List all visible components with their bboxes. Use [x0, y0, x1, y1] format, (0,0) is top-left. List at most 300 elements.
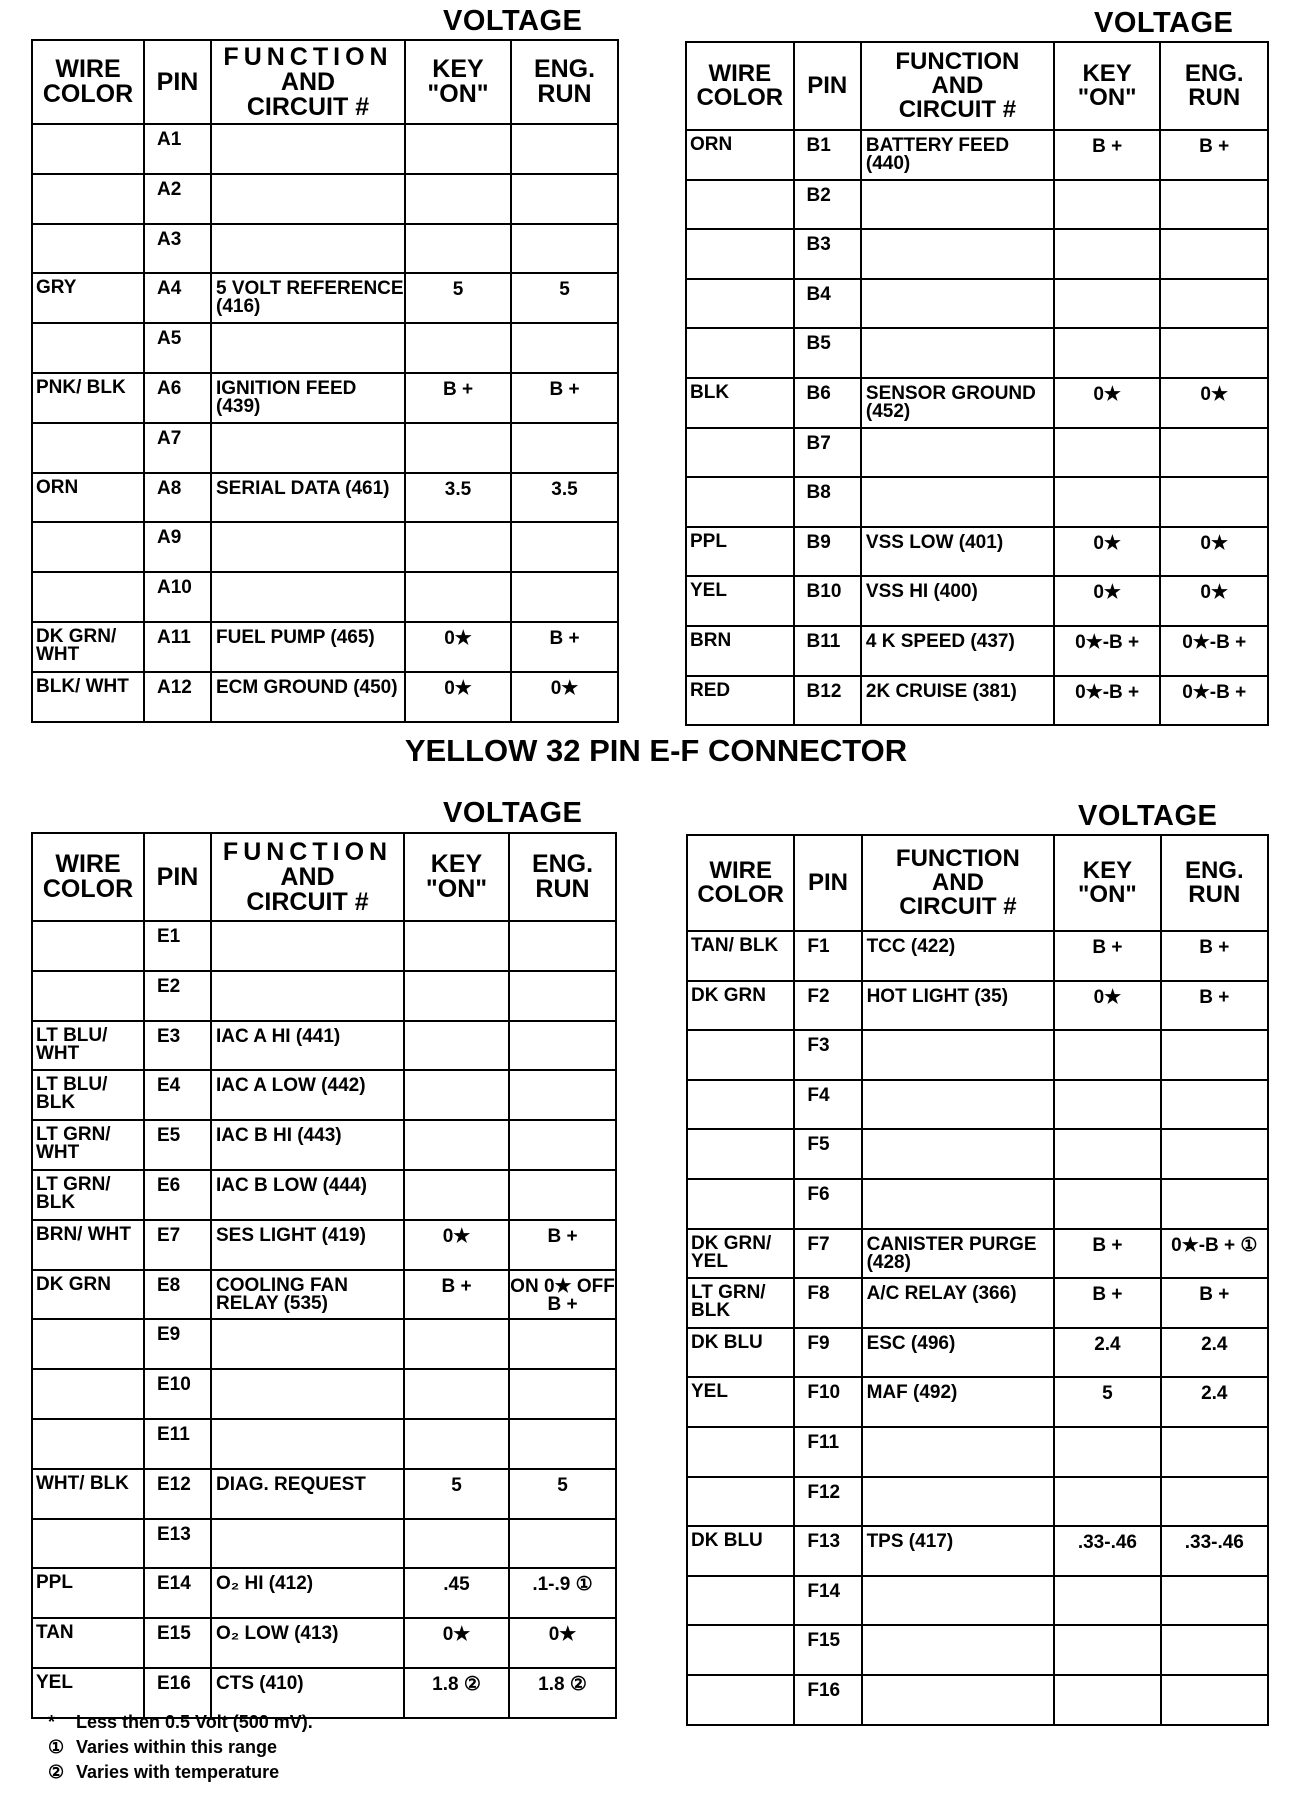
- connector-table-b: [685, 41, 1269, 726]
- pin-cell: F15: [794, 1625, 861, 1675]
- function-cell: [862, 1625, 1055, 1675]
- eng-run-voltage-cell: 5: [509, 1469, 616, 1519]
- pin-cell: A1: [144, 124, 211, 174]
- eng-run-voltage-cell: 0★: [1160, 576, 1268, 626]
- table-row: [686, 626, 1268, 676]
- function-cell: [211, 1419, 404, 1469]
- footnote: ① Varies within this range: [48, 1737, 278, 1757]
- function-cell: [211, 323, 405, 373]
- pin-cell: A7: [144, 423, 211, 473]
- function-cell: IAC B LOW (444): [211, 1170, 404, 1220]
- wire-color-cell: DK GRN/ WHT: [32, 622, 144, 672]
- key-on-voltage-cell: .45: [404, 1568, 509, 1618]
- function-cell: [861, 477, 1054, 527]
- pin-cell: A9: [144, 522, 211, 572]
- pin-cell: E5: [144, 1120, 211, 1170]
- eng-run-voltage-cell: 0★-B + ①: [1161, 1229, 1268, 1279]
- table-row: [32, 1369, 616, 1419]
- wire-color-cell: BLK: [686, 378, 794, 428]
- pin-cell: E7: [144, 1220, 211, 1270]
- key-on-voltage-cell: B +: [1054, 931, 1160, 981]
- wire-color-cell: LT BLU/ WHT: [32, 1021, 144, 1071]
- footnotes: [48, 1710, 313, 1785]
- header-pin: PIN: [144, 833, 211, 921]
- wire-color-cell: ORN: [686, 130, 794, 180]
- wire-color-cell: [687, 1129, 794, 1179]
- function-cell: [211, 572, 405, 622]
- key-on-voltage-cell: 1.8 ②: [404, 1668, 509, 1718]
- function-cell: FUEL PUMP (465): [211, 622, 405, 672]
- pin-cell: F13: [794, 1526, 861, 1576]
- pin-cell: F12: [794, 1477, 861, 1527]
- key-on-voltage-cell: 0★-B +: [1054, 676, 1161, 726]
- function-cell: IGNITION FEED (439): [211, 373, 405, 423]
- pin-cell: F6: [794, 1179, 861, 1229]
- function-cell: ESC (496): [862, 1328, 1055, 1378]
- pin-cell: F1: [794, 931, 861, 981]
- eng-run-voltage-cell: [511, 522, 618, 572]
- pin-cell: F8: [794, 1278, 861, 1328]
- pin-cell: B12: [794, 676, 861, 726]
- function-cell: SENSOR GROUND (452): [861, 378, 1054, 428]
- wire-color-cell: [686, 229, 794, 279]
- eng-run-voltage-cell: [509, 1369, 616, 1419]
- table-row: [32, 1618, 616, 1668]
- wire-color-cell: DK GRN/ YEL: [687, 1229, 794, 1279]
- wire-color-cell: LT GRN/ BLK: [687, 1278, 794, 1328]
- key-on-voltage-cell: [1054, 1427, 1160, 1477]
- eng-run-voltage-cell: [511, 572, 618, 622]
- pin-cell: F14: [794, 1576, 861, 1626]
- eng-run-voltage-cell: [509, 921, 616, 971]
- wire-color-cell: DK GRN: [32, 1270, 144, 1320]
- pin-cell: B2: [794, 180, 861, 230]
- header-eng-run: ENG. RUN: [509, 833, 616, 921]
- wire-color-cell: [32, 323, 144, 373]
- function-cell: SERIAL DATA (461): [211, 473, 405, 523]
- key-on-voltage-cell: [1054, 1129, 1160, 1179]
- table-row: [687, 981, 1268, 1031]
- table-row: [687, 1477, 1268, 1527]
- key-on-voltage-cell: 0★: [1054, 378, 1161, 428]
- table-row: [32, 622, 618, 672]
- wire-color-cell: PNK/ BLK: [32, 373, 144, 423]
- table-row: [687, 1427, 1268, 1477]
- pin-cell: E13: [144, 1519, 211, 1569]
- header-pin: PIN: [794, 42, 861, 130]
- eng-run-voltage-cell: [509, 1419, 616, 1469]
- pin-cell: E12: [144, 1469, 211, 1519]
- key-on-voltage-cell: 0★: [404, 1220, 509, 1270]
- function-cell: TPS (417): [862, 1526, 1055, 1576]
- key-on-voltage-cell: [1054, 428, 1161, 478]
- voltage-label-e: VOLTAGE: [443, 797, 583, 829]
- table-row: [32, 572, 618, 622]
- pin-cell: A3: [144, 224, 211, 274]
- wire-color-cell: [32, 224, 144, 274]
- table-row: [687, 1526, 1268, 1576]
- key-on-voltage-cell: [404, 1070, 509, 1120]
- wire-color-cell: [32, 174, 144, 224]
- function-cell: IAC A HI (441): [211, 1021, 404, 1071]
- wire-color-cell: [32, 921, 144, 971]
- function-cell: HOT LIGHT (35): [862, 981, 1055, 1031]
- pin-cell: A11: [144, 622, 211, 672]
- voltage-label-b: VOLTAGE: [1094, 7, 1234, 39]
- key-on-voltage-cell: 0★: [405, 622, 511, 672]
- eng-run-voltage-cell: [1161, 1427, 1268, 1477]
- pin-cell: E16: [144, 1668, 211, 1718]
- function-cell: IAC B HI (443): [211, 1120, 404, 1170]
- pin-cell: B9: [794, 527, 861, 577]
- table-row: [32, 1021, 616, 1071]
- pin-cell: F10: [794, 1377, 861, 1427]
- header-key-on: KEY "ON": [405, 40, 511, 124]
- wire-color-cell: [32, 1369, 144, 1419]
- eng-run-voltage-cell: 0★: [511, 672, 618, 722]
- table-row: [687, 1229, 1268, 1279]
- table-row: [32, 1270, 616, 1320]
- table-row: [32, 672, 618, 722]
- key-on-voltage-cell: [405, 572, 511, 622]
- pin-cell: B7: [794, 428, 861, 478]
- function-cell: [861, 180, 1054, 230]
- function-cell: IAC A LOW (442): [211, 1070, 404, 1120]
- header-wire-color: WIRE COLOR: [687, 835, 794, 931]
- table-row: [687, 1625, 1268, 1675]
- key-on-voltage-cell: [404, 1419, 509, 1469]
- function-cell: ECM GROUND (450): [211, 672, 405, 722]
- function-cell: SES LIGHT (419): [211, 1220, 404, 1270]
- table-row: [32, 1419, 616, 1469]
- pin-cell: E6: [144, 1170, 211, 1220]
- wire-color-cell: [687, 1030, 794, 1080]
- pin-cell: E2: [144, 971, 211, 1021]
- key-on-voltage-cell: [404, 1369, 509, 1419]
- eng-run-voltage-cell: [509, 1319, 616, 1369]
- wire-color-cell: BLK/ WHT: [32, 672, 144, 722]
- key-on-voltage-cell: 0★: [404, 1618, 509, 1668]
- header-wire-color: WIRE COLOR: [32, 833, 144, 921]
- function-cell: [211, 124, 405, 174]
- table-row: [687, 1179, 1268, 1229]
- eng-run-voltage-cell: B +: [1160, 130, 1268, 180]
- eng-run-voltage-cell: [1161, 1576, 1268, 1626]
- eng-run-voltage-cell: B +: [511, 622, 618, 672]
- pin-cell: F11: [794, 1427, 861, 1477]
- key-on-voltage-cell: 5: [404, 1469, 509, 1519]
- table-row: [32, 971, 616, 1021]
- pin-cell: E3: [144, 1021, 211, 1071]
- wire-color-cell: BRN/ WHT: [32, 1220, 144, 1270]
- table-row: [32, 124, 618, 174]
- function-cell: [862, 1179, 1055, 1229]
- pin-cell: E1: [144, 921, 211, 971]
- function-cell: 5 VOLT REFERENCE (416): [211, 273, 405, 323]
- function-cell: MAF (492): [862, 1377, 1055, 1427]
- eng-run-voltage-cell: B +: [1161, 1278, 1268, 1328]
- eng-run-voltage-cell: 0★: [509, 1618, 616, 1668]
- table-row: [687, 1377, 1268, 1427]
- eng-run-voltage-cell: 0★-B +: [1160, 626, 1268, 676]
- pin-cell: B10: [794, 576, 861, 626]
- eng-run-voltage-cell: [511, 323, 618, 373]
- pin-cell: F3: [794, 1030, 861, 1080]
- header-function: FUNCTION AND CIRCUIT #: [211, 833, 404, 921]
- wire-color-cell: [687, 1477, 794, 1527]
- pin-cell: F2: [794, 981, 861, 1031]
- wire-color-cell: [32, 1319, 144, 1369]
- table-row: [686, 180, 1268, 230]
- eng-run-voltage-cell: 5: [511, 273, 618, 323]
- table-row: [32, 1568, 616, 1618]
- eng-run-voltage-cell: ON 0★ OFF B +: [509, 1270, 616, 1320]
- key-on-voltage-cell: [1054, 1179, 1160, 1229]
- wire-color-cell: [32, 1519, 144, 1569]
- wire-color-cell: WHT/ BLK: [32, 1469, 144, 1519]
- voltage-label-a: VOLTAGE: [443, 5, 583, 37]
- wire-color-cell: [687, 1179, 794, 1229]
- table-row: [32, 1519, 616, 1569]
- table-row: [686, 576, 1268, 626]
- key-on-voltage-cell: [405, 124, 511, 174]
- function-cell: [862, 1030, 1055, 1080]
- table-row: [687, 1576, 1268, 1626]
- wire-color-cell: [32, 1419, 144, 1469]
- table-row: [686, 229, 1268, 279]
- key-on-voltage-cell: [405, 224, 511, 274]
- table-row: [686, 130, 1268, 180]
- eng-run-voltage-cell: .1-.9 ①: [509, 1568, 616, 1618]
- wire-color-cell: [687, 1427, 794, 1477]
- pin-cell: F7: [794, 1229, 861, 1279]
- eng-run-voltage-cell: [1161, 1179, 1268, 1229]
- wire-color-cell: YEL: [686, 576, 794, 626]
- pin-cell: B6: [794, 378, 861, 428]
- table-row: [686, 378, 1268, 428]
- table-row: [687, 931, 1268, 981]
- key-on-voltage-cell: [405, 323, 511, 373]
- function-cell: [211, 174, 405, 224]
- key-on-voltage-cell: [404, 1519, 509, 1569]
- wire-color-cell: LT GRN/ BLK: [32, 1170, 144, 1220]
- eng-run-voltage-cell: B +: [509, 1220, 616, 1270]
- wire-color-cell: [686, 180, 794, 230]
- eng-run-voltage-cell: 2.4: [1161, 1328, 1268, 1378]
- function-cell: [211, 1319, 404, 1369]
- key-on-voltage-cell: [1054, 1030, 1160, 1080]
- key-on-voltage-cell: [404, 921, 509, 971]
- eng-run-voltage-cell: .33-.46: [1161, 1526, 1268, 1576]
- header-function: FUNCTION AND CIRCUIT #: [861, 42, 1054, 130]
- function-cell: [211, 522, 405, 572]
- function-cell: [861, 279, 1054, 329]
- footnote: ② Varies with temperature: [48, 1762, 280, 1782]
- eng-run-voltage-cell: [1161, 1625, 1268, 1675]
- eng-run-voltage-cell: 0★-B +: [1160, 676, 1268, 726]
- function-cell: CANISTER PURGE (428): [862, 1229, 1055, 1279]
- table-row: [687, 1030, 1268, 1080]
- pin-cell: B5: [794, 328, 861, 378]
- table-row: [32, 174, 618, 224]
- eng-run-voltage-cell: [509, 1070, 616, 1120]
- key-on-voltage-cell: 0★-B +: [1054, 626, 1161, 676]
- key-on-voltage-cell: 5: [1054, 1377, 1160, 1427]
- key-on-voltage-cell: .33-.46: [1054, 1526, 1160, 1576]
- key-on-voltage-cell: [405, 423, 511, 473]
- table-row: [687, 1278, 1268, 1328]
- pin-cell: A10: [144, 572, 211, 622]
- table-row: [686, 477, 1268, 527]
- table-row: [687, 1129, 1268, 1179]
- table-row: [686, 676, 1268, 726]
- table-row: [32, 1220, 616, 1270]
- pin-cell: B1: [794, 130, 861, 180]
- header-eng-run: ENG. RUN: [1161, 835, 1268, 931]
- eng-run-voltage-cell: 2.4: [1161, 1377, 1268, 1427]
- header-eng-run: ENG. RUN: [1160, 42, 1268, 130]
- key-on-voltage-cell: [405, 174, 511, 224]
- table-row: [32, 1469, 616, 1519]
- table-row: [32, 1120, 616, 1170]
- function-cell: [862, 1576, 1055, 1626]
- pin-cell: B8: [794, 477, 861, 527]
- eng-run-voltage-cell: [1161, 1129, 1268, 1179]
- header-key-on: KEY "ON": [1054, 42, 1161, 130]
- pin-cell: B4: [794, 279, 861, 329]
- key-on-voltage-cell: B +: [1054, 130, 1161, 180]
- header-function: FUNCTION AND CIRCUIT #: [211, 40, 405, 124]
- eng-run-voltage-cell: [1160, 477, 1268, 527]
- eng-run-voltage-cell: [511, 423, 618, 473]
- table-row: [32, 423, 618, 473]
- function-cell: DIAG. REQUEST: [211, 1469, 404, 1519]
- function-cell: [862, 1427, 1055, 1477]
- table-row: [687, 1080, 1268, 1130]
- function-cell: 4 K SPEED (437): [861, 626, 1054, 676]
- key-on-voltage-cell: B +: [405, 373, 511, 423]
- function-cell: [211, 423, 405, 473]
- function-cell: COOLING FAN RELAY (535): [211, 1270, 404, 1320]
- wire-color-cell: [686, 477, 794, 527]
- eng-run-voltage-cell: [509, 1120, 616, 1170]
- pin-cell: E15: [144, 1618, 211, 1668]
- key-on-voltage-cell: [404, 971, 509, 1021]
- key-on-voltage-cell: 0★: [1054, 576, 1161, 626]
- key-on-voltage-cell: [404, 1120, 509, 1170]
- pin-cell: E11: [144, 1419, 211, 1469]
- eng-run-voltage-cell: 1.8 ②: [509, 1668, 616, 1718]
- key-on-voltage-cell: [404, 1021, 509, 1071]
- wire-color-cell: [687, 1576, 794, 1626]
- pin-cell: F9: [794, 1328, 861, 1378]
- key-on-voltage-cell: B +: [1054, 1229, 1160, 1279]
- wire-color-cell: PPL: [32, 1568, 144, 1618]
- header-key-on: KEY "ON": [1054, 835, 1160, 931]
- pin-cell: E9: [144, 1319, 211, 1369]
- key-on-voltage-cell: B +: [404, 1270, 509, 1320]
- key-on-voltage-cell: [1054, 477, 1161, 527]
- table-row: [32, 522, 618, 572]
- key-on-voltage-cell: [1054, 279, 1161, 329]
- table-row: [32, 1070, 616, 1120]
- eng-run-voltage-cell: [509, 1021, 616, 1071]
- wire-color-cell: TAN: [32, 1618, 144, 1668]
- key-on-voltage-cell: [1054, 229, 1161, 279]
- key-on-voltage-cell: 0★: [1054, 981, 1160, 1031]
- key-on-voltage-cell: [1054, 1576, 1160, 1626]
- header-wire-color: WIRE COLOR: [686, 42, 794, 130]
- key-on-voltage-cell: 0★: [405, 672, 511, 722]
- eng-run-voltage-cell: [511, 124, 618, 174]
- wire-color-cell: ORN: [32, 473, 144, 523]
- key-on-voltage-cell: B +: [1054, 1278, 1160, 1328]
- function-cell: [862, 1675, 1055, 1725]
- connector-table-a: [31, 39, 619, 723]
- wire-color-cell: DK BLU: [687, 1328, 794, 1378]
- wire-color-cell: YEL: [687, 1377, 794, 1427]
- key-on-voltage-cell: [1054, 1625, 1160, 1675]
- eng-run-voltage-cell: 0★: [1160, 527, 1268, 577]
- key-on-voltage-cell: 5: [405, 273, 511, 323]
- table-row: [687, 1675, 1268, 1725]
- table-row: [32, 921, 616, 971]
- wire-color-cell: [32, 423, 144, 473]
- wire-color-cell: DK BLU: [687, 1526, 794, 1576]
- eng-run-voltage-cell: [511, 224, 618, 274]
- key-on-voltage-cell: [1054, 180, 1161, 230]
- eng-run-voltage-cell: [1161, 1080, 1268, 1130]
- function-cell: [211, 921, 404, 971]
- eng-run-voltage-cell: [1160, 279, 1268, 329]
- wire-color-cell: GRY: [32, 273, 144, 323]
- key-on-voltage-cell: [1054, 1477, 1160, 1527]
- eng-run-voltage-cell: 3.5: [511, 473, 618, 523]
- pin-cell: B11: [794, 626, 861, 676]
- wire-color-cell: BRN: [686, 626, 794, 676]
- pin-cell: F16: [794, 1675, 861, 1725]
- wire-color-cell: DK GRN: [687, 981, 794, 1031]
- table-row: [32, 323, 618, 373]
- function-cell: [211, 224, 405, 274]
- pin-cell: A4: [144, 273, 211, 323]
- table-row: [32, 1170, 616, 1220]
- header-eng-run: ENG. RUN: [511, 40, 618, 124]
- wire-color-cell: [686, 428, 794, 478]
- wire-color-cell: TAN/ BLK: [687, 931, 794, 981]
- wire-color-cell: [32, 124, 144, 174]
- table-row: [32, 1319, 616, 1369]
- key-on-voltage-cell: 0★: [1054, 527, 1161, 577]
- pin-cell: A2: [144, 174, 211, 224]
- key-on-voltage-cell: [405, 522, 511, 572]
- function-cell: [211, 1519, 404, 1569]
- wire-color-cell: PPL: [686, 527, 794, 577]
- key-on-voltage-cell: [404, 1319, 509, 1369]
- function-cell: [211, 971, 404, 1021]
- wire-color-cell: [687, 1625, 794, 1675]
- function-cell: O₂ HI (412): [211, 1568, 404, 1618]
- table-row: [32, 473, 618, 523]
- pin-cell: E10: [144, 1369, 211, 1419]
- function-cell: VSS HI (400): [861, 576, 1054, 626]
- voltage-label-f: VOLTAGE: [1078, 800, 1218, 832]
- table-row: [32, 224, 618, 274]
- connector-table-f: [686, 834, 1269, 1726]
- eng-run-voltage-cell: [1161, 1030, 1268, 1080]
- eng-run-voltage-cell: 0★: [1160, 378, 1268, 428]
- connector-title: YELLOW 32 PIN E-F CONNECTOR: [404, 733, 908, 768]
